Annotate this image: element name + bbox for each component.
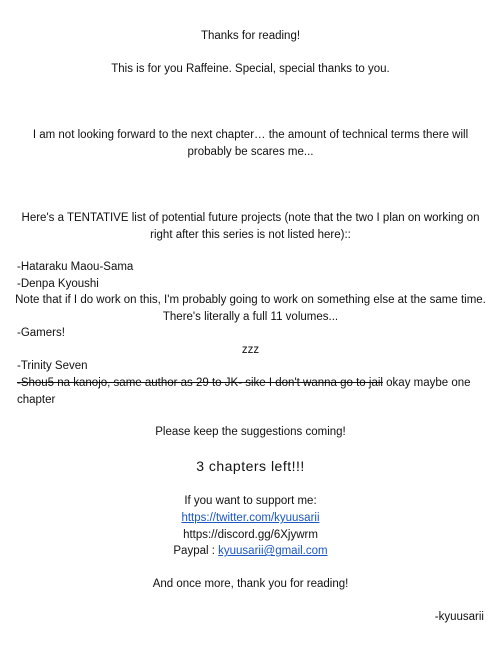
- project-trinity: -Trinity Seven: [17, 360, 88, 372]
- project-hataraku: -Hataraku Maou-Sama: [17, 261, 134, 273]
- twitter-link[interactable]: https://twitter.com/kyuusarii: [181, 512, 320, 524]
- zzz-note: zzz: [241, 344, 260, 356]
- chapters-left: 3 chapters left!!!: [196, 458, 305, 474]
- dedication-line: This is for you Raffeine. Special, special thanks to you.: [111, 63, 390, 75]
- signature: -kyuusarii: [434, 611, 484, 623]
- closing-line: And once more, thank you for reading!: [152, 578, 349, 590]
- support-twitter-row: [0, 510, 501, 527]
- support-paypal-row: [0, 543, 501, 560]
- project-denpa: -Denpa Kyoushi: [17, 278, 99, 290]
- paypal-label: Paypal :: [173, 545, 219, 557]
- tentative-intro: Here's a TENTATIVE list of potential future projects (note that the two I plan on working on right after this series is not listed here)::: [21, 212, 480, 241]
- project-shou5-tail: okay maybe one chapter: [17, 377, 471, 406]
- technical-note: I am not looking forward to the next chapter… the amount of technical terms there will probably be scares me...: [32, 129, 469, 158]
- project-gamers: -Gamers!: [17, 327, 65, 339]
- project-shou5: [17, 375, 487, 408]
- project-shou5-struck: -Shou5 na kanojo, same author as 29 to JK- sike I don't wanna go to jail: [17, 377, 383, 389]
- paypal-email-link[interactable]: kyuusarii@gmail.com: [218, 545, 328, 557]
- support-discord: https://discord.gg/6Xjywrm: [183, 529, 318, 541]
- project-denpa-note: Note that if I do work on this, I'm probably going to work on something else at the same time. There's literally a full 11 volumes...: [15, 294, 486, 323]
- thanks-line: Thanks for reading!: [200, 30, 301, 42]
- support-heading: If you want to support me:: [184, 495, 317, 507]
- suggestions-line: Please keep the suggestions coming!: [155, 426, 346, 438]
